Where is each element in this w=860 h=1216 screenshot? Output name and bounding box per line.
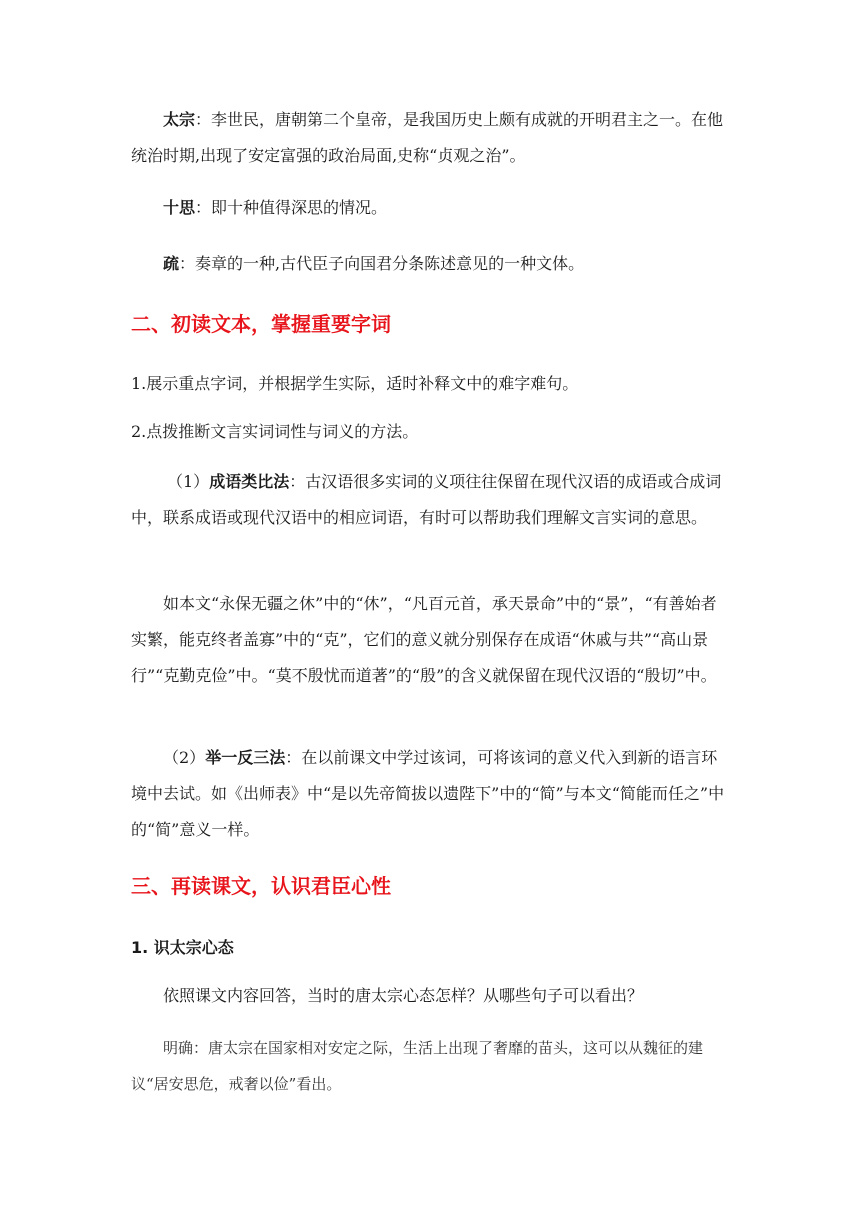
gloss-term: 十思 (163, 198, 196, 217)
gloss-term: 太宗 (163, 110, 196, 129)
method-term: 成语类比法 (209, 472, 290, 491)
method-analogy (131, 740, 731, 848)
gloss-text: ：李世民，唐朝第二个皇帝，是我国历史上颇有成就的开明君主之一。在他统治时期,出现了安定富强的政治局面,史称“贞观之治”。 (131, 110, 724, 165)
method-text: ：在以前课文中学过该词，可将该词的意义代入到新的语言环境中去试。如《出师表》中“是以先帝简拔以遗陛下”中的“简”与本文“简能而任之”中的“简”意义一样。 (131, 748, 725, 839)
list-item-2: 2.点拨推断文言实词词性与词义的方法。 (131, 422, 419, 441)
method-term: 举一反三法 (205, 748, 286, 767)
gloss-shu (131, 246, 731, 282)
question-paragraph: 依照课文内容回答，当时的唐太宗心态怎样？从哪些句子可以看出？ (163, 986, 644, 1005)
answer-paragraph: 明确：唐太宗在国家相对安定之际，生活上出现了奢靡的苗头，这可以从魏征的建议“居安思危，戒奢以俭”看出。 (131, 1039, 704, 1093)
section-heading-3: 三、再读课文，认识君臣心性 (131, 874, 391, 898)
method-text: ：古汉语很多实词的义项往往保留在现代汉语的成语或合成词中，联系成语或现代汉语中的相应词语，有时可以帮助我们理解文言实词的意思。 (131, 472, 722, 527)
method-number: （1） (167, 472, 210, 491)
sub-heading-taizong-mindset: 1. 识太宗心态 (131, 938, 234, 957)
gloss-text: ：奏章的一种,古代臣子向国君分条陈述意见的一种文体。 (179, 254, 585, 273)
example-paragraph: 如本文“永保无疆之休”中的“休”，“凡百元首，承天景命”中的“景”，“有善始者实繁，能克终者盖寡”中的“克”，它们的意义就分别保存在成语“休戚与共”“高山景行”“克勤克俭”中。“莫不殷忧而道著”的“殷”的含义就保留在现代汉语的“殷切”中。 (131, 594, 717, 685)
gloss-term: 疏 (163, 254, 180, 273)
gloss-text: ：即十种值得深思的情况。 (195, 198, 388, 217)
method-number: （2） (163, 748, 206, 767)
gloss-shisi (131, 190, 731, 226)
gloss-taizong (131, 102, 731, 174)
section-heading-2: 二、初读文本，掌握重要字词 (131, 312, 391, 336)
method-idiom-analogy (131, 464, 731, 536)
list-item-1: 1.展示重点字词，并根据学生实际，适时补释文中的难字难句。 (131, 374, 579, 393)
